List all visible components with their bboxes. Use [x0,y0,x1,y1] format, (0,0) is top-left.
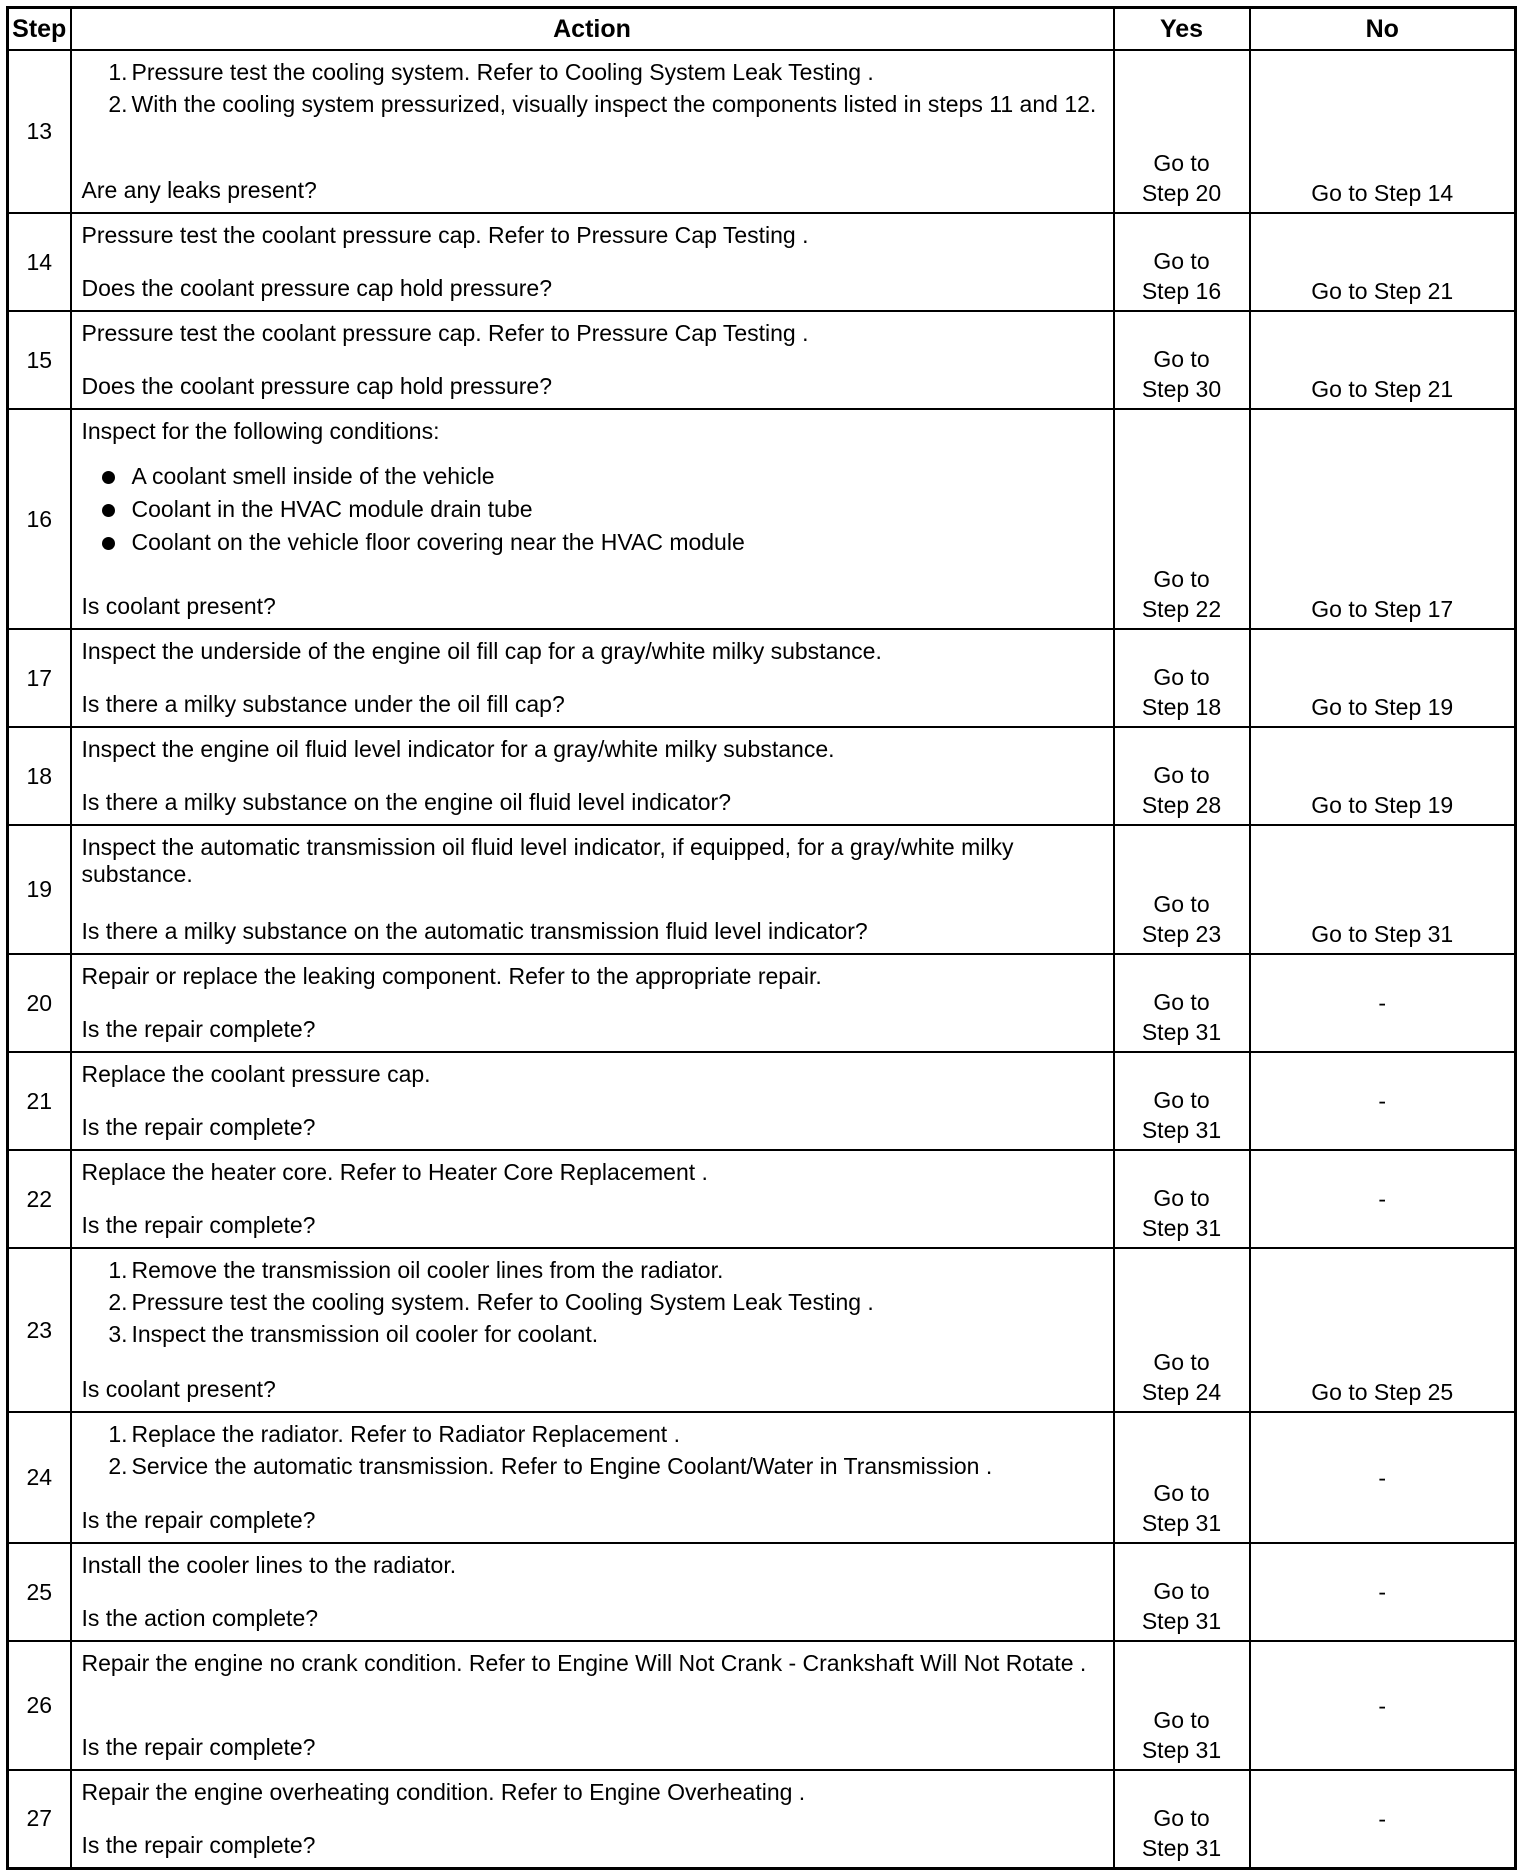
action-question: Is the action complete? [81,1605,319,1631]
action-cell [71,1248,1114,1412]
no-cell: - [1250,1543,1516,1641]
list-item [102,1289,1103,1316]
action-question: Is coolant present? [81,593,276,619]
yes-goto-label: Go to [1153,762,1210,788]
table-row [8,954,1516,1052]
list-item [102,463,1103,490]
numbered-list [82,1257,1103,1353]
no-cell: Go to Step 17 [1250,409,1516,629]
header-step: Step [8,8,71,51]
no-cell: - [1250,1052,1516,1150]
table-row [8,50,1516,213]
header-action: Action [71,8,1114,51]
action-content [82,1421,1103,1534]
action-content [82,638,1103,718]
table-row [8,1543,1516,1641]
action-content [82,1779,1103,1859]
bullet-icon [102,537,115,550]
diagnostic-table [6,6,1517,1870]
action-instruction: Repair or replace the leaking component. Refer to the appropriate repair. [81,963,822,989]
table-row [8,1150,1516,1248]
yes-goto-step: Step 30 [1141,376,1222,402]
action-instruction: Inspect the engine oil fluid level indicator for a gray/white milky substance. [81,736,835,762]
numbered-list [82,59,1103,123]
yes-goto-step: Step 31 [1141,1215,1222,1241]
action-instruction: Inspect for the following conditions: [81,418,440,444]
action-content [82,1159,1103,1239]
yes-cell [1114,409,1250,629]
step-number: 18 [8,727,71,825]
action-cell [71,1641,1114,1770]
no-cell: - [1250,1641,1516,1770]
yes-goto-label: Go to [1153,664,1210,690]
yes-cell [1114,1150,1250,1248]
table-row [8,629,1516,727]
table-row [8,1248,1516,1412]
yes-goto-step: Step 24 [1141,1379,1222,1405]
table-row [8,409,1516,629]
yes-goto-label: Go to [1153,1578,1210,1604]
list-item [102,1257,1103,1284]
yes-cell [1114,1412,1250,1543]
yes-goto-step: Step 31 [1141,1117,1222,1143]
yes-goto-label: Go to [1153,891,1210,917]
no-cell: - [1250,954,1516,1052]
action-question: Is the repair complete? [81,1831,316,1858]
no-cell: Go to Step 25 [1250,1248,1516,1412]
header-row [8,8,1516,51]
list-number: 3. [108,1321,128,1347]
step-number: 16 [8,409,71,629]
action-content [82,222,1103,302]
no-cell: - [1250,1770,1516,1868]
action-content [82,1650,1103,1761]
list-item [102,496,1103,523]
action-cell [71,409,1114,629]
header-no: No [1250,8,1516,51]
action-cell [71,1412,1114,1543]
table-row [8,1052,1516,1150]
list-number: 1. [108,1257,128,1283]
no-cell: - [1250,1150,1516,1248]
action-cell [71,629,1114,727]
yes-goto-label: Go to [1153,1185,1210,1211]
numbered-list [82,1421,1103,1485]
step-number: 19 [8,825,71,954]
yes-cell [1114,50,1250,213]
bullet-list [82,463,1103,562]
action-instruction: Repair the engine overheating condition. Refer to Engine Overheating . [81,1779,806,1805]
action-content [82,963,1103,1043]
yes-goto-step: Step 31 [1141,1737,1222,1763]
step-number: 17 [8,629,71,727]
action-cell [71,954,1114,1052]
action-instruction: Inspect the underside of the engine oil fill cap for a gray/white milky substance. [81,638,882,664]
yes-goto-step: Step 16 [1141,278,1222,304]
header-yes: Yes [1114,8,1250,51]
no-cell: Go to Step 21 [1250,311,1516,409]
no-cell: Go to Step 14 [1250,50,1516,213]
table-row [8,311,1516,409]
step-number: 20 [8,954,71,1052]
list-item [102,1453,1103,1480]
action-content [82,834,1103,945]
action-cell [71,1150,1114,1248]
table-row [8,1412,1516,1543]
list-item-text: Coolant on the vehicle floor covering near the HVAC module [131,529,745,555]
action-content [82,736,1103,816]
action-instruction: Pressure test the coolant pressure cap. Refer to Pressure Cap Testing . [81,222,809,248]
action-content [82,59,1103,204]
bullet-icon [102,471,115,484]
table-row [8,213,1516,311]
action-content [82,1257,1103,1403]
yes-goto-label: Go to [1153,1707,1210,1733]
action-instruction: Replace the coolant pressure cap. [81,1061,431,1087]
action-content [82,1061,1103,1141]
list-item [102,529,1103,556]
yes-cell [1114,1543,1250,1641]
yes-cell [1114,1641,1250,1770]
list-item [102,59,1103,86]
yes-goto-step: Step 22 [1141,596,1222,622]
step-number: 22 [8,1150,71,1248]
action-question: Is there a milky substance on the automatic transmission fluid level indicator? [81,918,868,944]
list-item-text: Replace the radiator. Refer to Radiator Replacement . [131,1421,680,1447]
step-number: 14 [8,213,71,311]
step-number: 26 [8,1641,71,1770]
action-question: Does the coolant pressure cap hold pressure? [81,275,553,301]
list-number: 2. [108,91,128,117]
action-instruction: Inspect the automatic transmission oil fluid level indicator, if equipped, for a gray/white milky substance. [81,834,1014,887]
action-question: Is coolant present? [81,1376,276,1402]
list-number: 1. [108,59,128,85]
yes-goto-label: Go to [1153,1349,1210,1375]
yes-cell [1114,1248,1250,1412]
yes-goto-step: Step 23 [1141,921,1222,947]
yes-goto-step: Step 20 [1141,180,1222,206]
action-cell [71,1543,1114,1641]
yes-goto-step: Step 31 [1141,1510,1222,1536]
action-question: Is the repair complete? [81,1734,316,1760]
list-number: 2. [108,1453,128,1479]
yes-goto-step: Step 31 [1141,1608,1222,1634]
list-item-text: Coolant in the HVAC module drain tube [131,496,533,522]
yes-cell [1114,1052,1250,1150]
step-number: 25 [8,1543,71,1641]
list-item-text: Service the automatic transmission. Refer to Engine Coolant/Water in Transmission . [131,1453,993,1479]
yes-goto-step: Step 18 [1141,694,1222,720]
step-number: 23 [8,1248,71,1412]
yes-cell [1114,311,1250,409]
yes-goto-label: Go to [1153,248,1210,274]
action-question: Is the repair complete? [81,1507,316,1533]
action-cell [71,825,1114,954]
yes-goto-label: Go to [1153,346,1210,372]
yes-goto-label: Go to [1153,1087,1210,1113]
yes-cell [1114,1770,1250,1868]
no-cell: Go to Step 19 [1250,629,1516,727]
list-item-text: Pressure test the cooling system. Refer to Cooling System Leak Testing . [131,1289,874,1315]
yes-goto-label: Go to [1153,150,1210,176]
action-instruction: Install the cooler lines to the radiator. [81,1552,457,1578]
step-number: 13 [8,50,71,213]
action-question: Does the coolant pressure cap hold pressure? [81,373,553,399]
action-cell [71,1052,1114,1150]
yes-goto-label: Go to [1153,989,1210,1015]
table-row [8,1641,1516,1770]
action-question: Is there a milky substance under the oil fill cap? [81,691,565,717]
step-number: 15 [8,311,71,409]
step-number: 27 [8,1770,71,1868]
step-number: 21 [8,1052,71,1150]
action-question: Is the repair complete? [81,1114,316,1140]
action-instruction: Repair the engine no crank condition. Refer to Engine Will Not Crank - Crankshaft Will Not Rotate . [81,1650,1087,1676]
yes-cell [1114,825,1250,954]
table-row [8,825,1516,954]
no-cell: Go to Step 19 [1250,727,1516,825]
yes-goto-step: Step 31 [1141,1834,1222,1861]
action-cell [71,213,1114,311]
step-number: 24 [8,1412,71,1543]
yes-cell [1114,213,1250,311]
action-question: Is the repair complete? [81,1212,316,1238]
yes-goto-step: Step 31 [1141,1019,1222,1045]
list-number: 1. [108,1421,128,1447]
yes-goto-label: Go to [1153,566,1210,592]
action-instruction: Replace the heater core. Refer to Heater Core Replacement . [81,1159,708,1185]
action-question: Is there a milky substance on the engine oil fluid level indicator? [81,789,731,815]
list-number: 2. [108,1289,128,1315]
yes-cell [1114,954,1250,1052]
yes-goto-step: Step 28 [1141,792,1222,818]
action-question: Is the repair complete? [81,1016,316,1042]
action-instruction: Pressure test the coolant pressure cap. Refer to Pressure Cap Testing . [81,320,809,346]
yes-goto-label: Go to [1153,1804,1210,1831]
no-cell: Go to Step 31 [1250,825,1516,954]
action-content [82,418,1103,620]
no-cell: - [1250,1412,1516,1543]
yes-cell [1114,727,1250,825]
yes-goto-label: Go to [1153,1480,1210,1506]
list-item [102,1321,1103,1348]
action-cell [71,50,1114,213]
table-row [8,727,1516,825]
no-cell: Go to Step 21 [1250,213,1516,311]
action-content [82,320,1103,400]
list-item-text: Inspect the transmission oil cooler for coolant. [131,1321,599,1347]
list-item-text: A coolant smell inside of the vehicle [131,463,495,489]
bullet-icon [102,504,115,517]
table-row [8,1770,1516,1868]
action-cell [71,1770,1114,1868]
list-item [102,91,1103,118]
list-item-text: Pressure test the cooling system. Refer to Cooling System Leak Testing . [131,59,874,85]
list-item [102,1421,1103,1448]
action-cell [71,311,1114,409]
action-cell [71,727,1114,825]
action-question: Are any leaks present? [81,177,317,203]
yes-cell [1114,629,1250,727]
list-item-text: With the cooling system pressurized, visually inspect the components listed in steps 11 and 12. [131,91,1097,117]
action-content [82,1552,1103,1632]
diagnostic-table-page [6,6,1514,1861]
list-item-text: Remove the transmission oil cooler lines from the radiator. [131,1257,724,1283]
